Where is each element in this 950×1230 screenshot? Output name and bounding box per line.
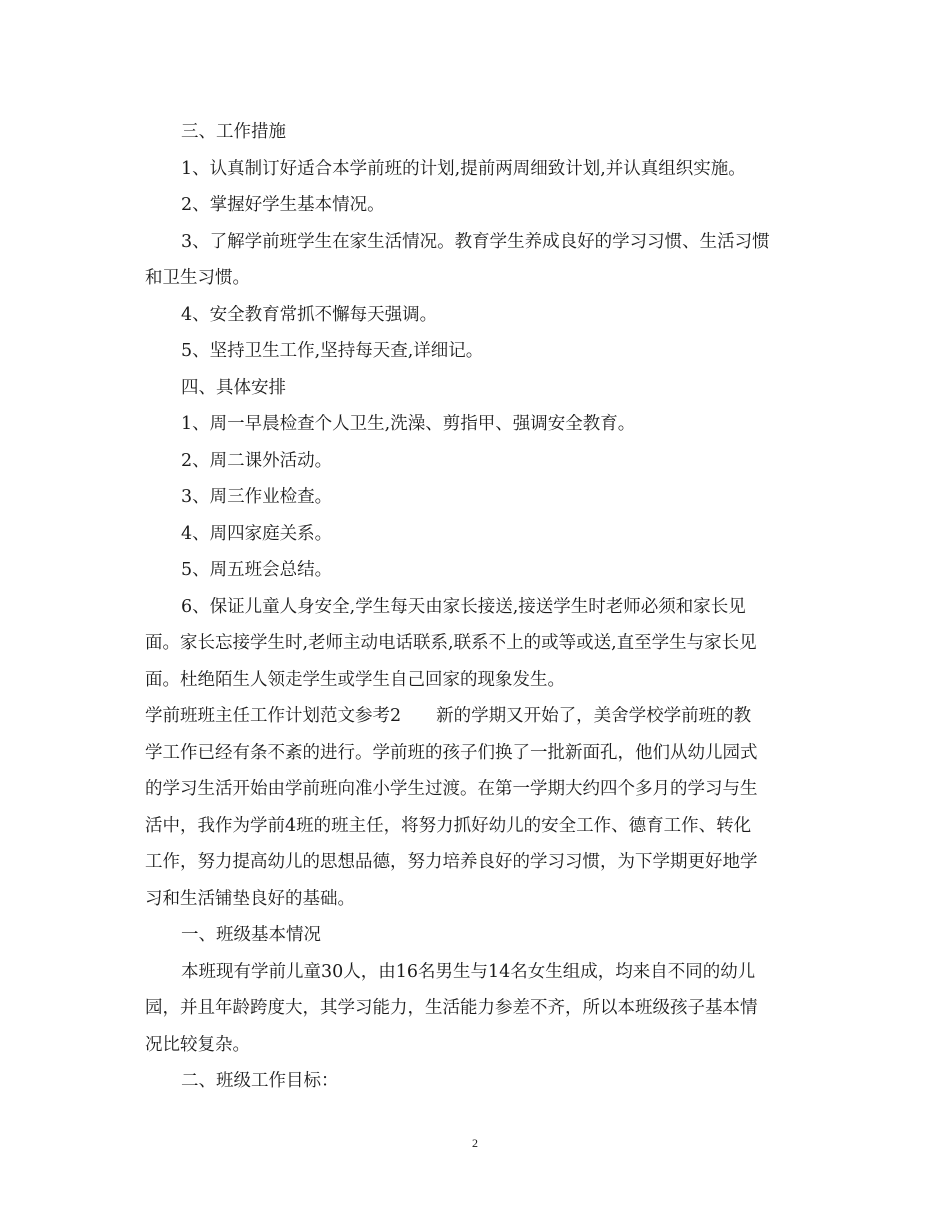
section-heading: 一、班级基本情况: [181, 925, 321, 945]
paragraph-line: 2、周二课外活动。: [181, 450, 333, 471]
section-heading: 二、班级工作目标：: [181, 1071, 339, 1091]
paragraph-line: 2、掌握好学生基本情况。: [181, 195, 385, 215]
paragraph-line: 活中，我作为学前4班的班主任，将努力抓好幼儿的安全工作、德育工作、转化: [145, 815, 752, 836]
paragraph-line: 学工作已经有条不紊的进行。学前班的孩子们换了一批新面孔，他们从幼儿园式: [145, 742, 758, 763]
paragraph-line: 4、安全教育常抓不懈每天强调。: [181, 304, 438, 325]
section-heading: 四、具体安排: [181, 377, 286, 398]
paragraph-line: 面。家长忘接学生时,老师主动电话联系,联系不上的或等或送,直至学生与家长见: [145, 633, 757, 653]
paragraph-line: 况比较复杂。: [145, 1034, 250, 1055]
paragraph-line: 面。杜绝陌生人领走学生或学生自己回家的现象发生。: [145, 669, 565, 690]
paragraph-line: 5、坚持卫生工作,坚持每天查,详细记。: [181, 341, 484, 361]
paragraph-line: 习和生活铺垫良好的基础。: [145, 888, 355, 909]
paragraph-line: 6、保证儿童人身安全,学生每天由家长接送,接送学生时老师必须和家长见: [181, 596, 746, 617]
section-heading: 三、工作措施: [181, 122, 286, 142]
paragraph-line: 3、周三作业检查。: [181, 487, 333, 507]
paragraph-line: 工作，努力提高幼儿的思想品德，努力培养良好的学习习惯，为下学期更好地学: [145, 852, 758, 872]
document-body: [145, 114, 807, 1100]
paragraph-line: 的学习生活开始由学前班向准小学生过渡。在第一学期大约四个多月的学习与生: [145, 779, 758, 799]
paragraph-line: 和卫生习惯。: [145, 268, 250, 288]
paragraph-line: 园，并且年龄跨度大，其学习能力，生活能力参差不齐，所以本班级孩子基本情: [145, 998, 758, 1018]
paragraph-line: 5、周五班会总结。: [181, 560, 333, 580]
paragraph-line: 3、了解学前班学生在家生活情况。教育学生养成良好的学习习惯、生活习惯: [181, 231, 770, 252]
paragraph-line: 1、周一早晨检查个人卫生,洗澡、剪指甲、强调安全教育。: [181, 414, 636, 434]
paragraph-line: 本班现有学前儿童30人，由16名男生与14名女生组成，均来自不同的幼儿: [181, 961, 756, 982]
page-number: 2: [472, 1136, 478, 1150]
paragraph-line: 学前班班主任工作计划范文参考2 新的学期又开始了，美舍学校学前班的教: [145, 706, 752, 726]
paragraph-line: 4、周四家庭关系。: [181, 523, 333, 544]
paragraph-line: 1、认真制订好适合本学前班的计划,提前两周细致计划,并认真组织实施。: [181, 158, 746, 179]
